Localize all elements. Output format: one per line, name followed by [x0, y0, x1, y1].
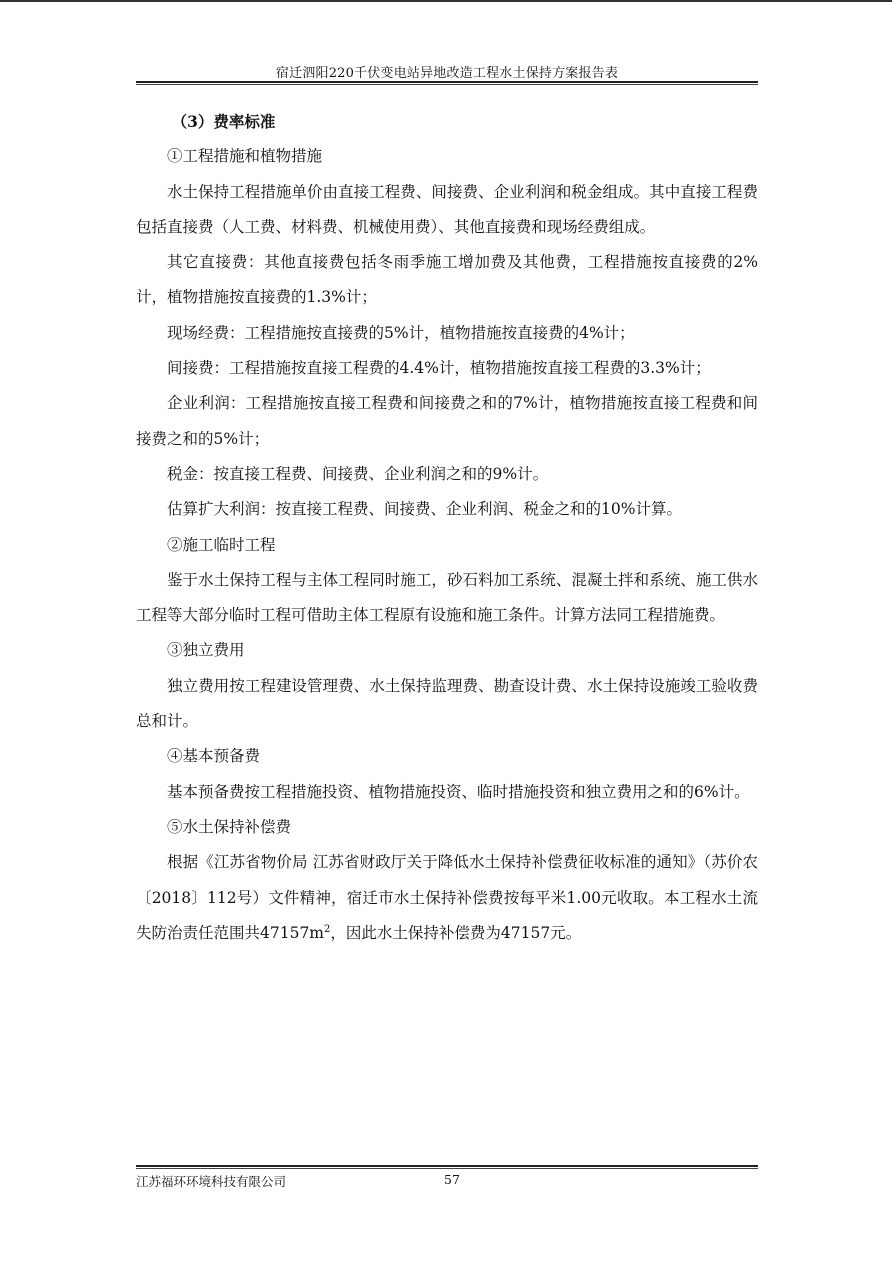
page-top-border: [0, 0, 892, 2]
running-header-title: 宿迁泗阳220千伏变电站异地改造工程水土保持方案报告表: [275, 66, 619, 81]
compensation-text-part2: ，因此水土保持补偿费为47157元。: [330, 923, 582, 942]
header-rule-thin: [136, 84, 758, 85]
item-heading-engineering-plant: ①工程措施和植物措施: [167, 147, 323, 166]
paragraph-unit-price: 水土保持工程措施单价由直接工程费、间接费、企业利润和税金组成。其中直接工程费包括直接费（人工费、材料费、机械使用费）、其他直接费和现场经费组成。: [136, 182, 758, 236]
footer-company-name: 江苏福环环境科技有限公司: [136, 1174, 287, 1189]
footer-rule: [136, 1165, 758, 1167]
footer-rule-thin: [136, 1168, 758, 1169]
paragraph-other-direct-cost: 其它直接费：其他直接费包括冬雨季施工增加费及其他费，工程措施按直接费的2%计，植物措施按直接费的1.3%计；: [136, 253, 758, 307]
paragraph-basic-reserve: 基本预备费按工程措施投资、植物措施投资、临时措施投资和独立费用之和的6%计。: [167, 782, 750, 801]
header-rule: [136, 81, 758, 83]
document-body: [136, 104, 758, 951]
area-unit-superscript: 2: [324, 923, 331, 935]
paragraph-enterprise-profit: 企业利润：工程措施按直接工程费和间接费之和的7%计，植物措施按直接工程费和间接费之和的5%计；: [136, 394, 758, 448]
item-heading-independent-cost: ③独立费用: [167, 641, 245, 660]
paragraph-independent-cost: 独立费用按工程建设管理费、水土保持监理费、勘查设计费、水土保持设施竣工验收费总和计。: [136, 676, 758, 731]
compensation-text-part1: 根据《江苏省物价局 江苏省财政厅关于降低水土保持补偿费征收标准的通知》（苏价农〔2018〕112号）文件精神，宿迁市水土保持补偿费按每平米1.00元收取。本工程水土流失防治责任范围共47157m: [136, 853, 758, 942]
paragraph-expanded-profit: 估算扩大利润：按直接工程费、间接费、企业利润、税金之和的10%计算。: [167, 500, 682, 519]
item-heading-compensation-fee: ⑤水土保持补偿费: [167, 817, 292, 836]
paragraph-temporary-works: 鉴于水土保持工程与主体工程同时施工，砂石料加工系统、混凝土拌和系统、施工供水工程等大部分临时工程可借助主体工程原有设施和施工条件。计算方法同工程措施费。: [136, 570, 758, 625]
paragraph-compensation-fee: [136, 845, 758, 951]
item-heading-temporary-works: ②施工临时工程: [167, 535, 276, 554]
page-number: 57: [444, 1172, 460, 1187]
paragraph-indirect-cost: 间接费：工程措施按直接工程费的4.4%计，植物措施按直接工程费的3.3%计；: [167, 359, 711, 378]
paragraph-tax: 税金：按直接工程费、间接费、企业利润之和的9%计。: [167, 464, 549, 483]
section-heading: （3）费率标准: [171, 112, 276, 131]
paragraph-site-cost: 现场经费：工程措施按直接费的5%计，植物措施按直接费的4%计；: [167, 323, 635, 342]
item-heading-basic-reserve: ④基本预备费: [167, 747, 261, 766]
